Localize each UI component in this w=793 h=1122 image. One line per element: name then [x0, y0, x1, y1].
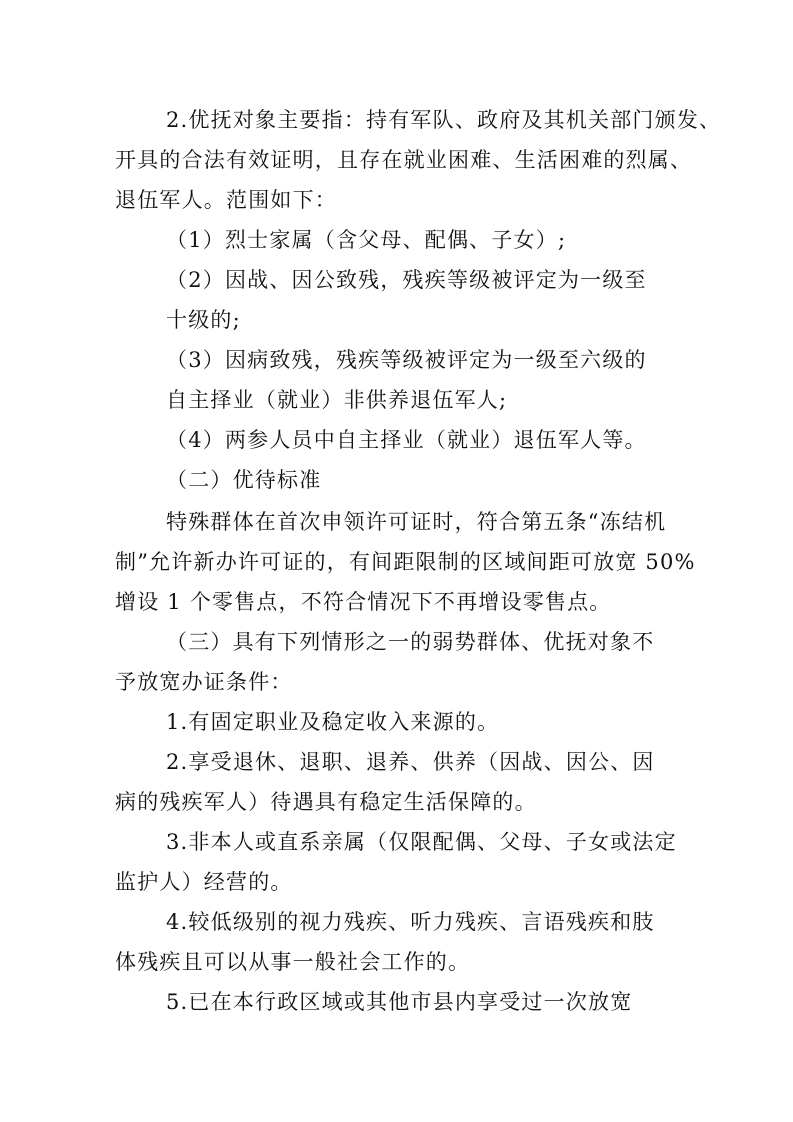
text-line-16: 1.有固定职业及稳定收入来源的。: [166, 710, 500, 734]
text-line-6: 十级的;: [166, 308, 241, 332]
text-line-1: 2.优抚对象主要指：持有军队、政府及其机关部门颁发、: [166, 108, 722, 132]
text-line-3: 退伍军人。范围如下：: [115, 188, 337, 212]
text-line-23: 5.已在本行政区域或其他市县内享受过一次放宽: [166, 990, 633, 1014]
text-line-11: 特殊群体在首次申领许可证时，符合第五条“冻结机: [166, 510, 667, 534]
text-line-7: （3）因病致残，残疾等级被评定为一级至六级的: [166, 348, 647, 372]
text-line-18: 病的残疾军人）待遇具有稳定生活保障的。: [115, 790, 537, 814]
text-line-13: 增设 1 个零售点，不符合情况下不再增设零售点。: [115, 590, 612, 614]
text-line-21: 4.较低级别的视力残疾、听力残疾、言语残疾和肢: [166, 910, 655, 934]
text-line-8: 自主择业（就业）非供养退伍军人;: [166, 388, 508, 412]
text-line-20: 监护人）经营的。: [115, 870, 293, 894]
section-heading-2: （二）优待标准: [166, 468, 322, 492]
text-line-5: （2）因战、因公致残，残疾等级被评定为一级至: [166, 268, 647, 292]
text-line-4: （1）烈士家属（含父母、配偶、子女）;: [166, 228, 567, 252]
text-line-9: （4）两参人员中自主择业（就业）退伍军人等。: [166, 428, 647, 452]
text-line-22: 体残疾且可以从事一般社会工作的。: [115, 950, 471, 974]
text-line-15: 予放宽办证条件：: [115, 670, 293, 694]
section-heading-3: （三）具有下列情形之一的弱势群体、优抚对象不: [166, 630, 655, 654]
text-line-19: 3.非本人或直系亲属（仅限配偶、父母、子女或法定: [166, 830, 677, 854]
text-line-17: 2.享受退休、退职、退养、供养（因战、因公、因: [166, 750, 655, 774]
text-line-2: 开具的合法有效证明，且存在就业困难、生活困难的烈属、: [115, 148, 693, 172]
text-line-12: 制”允许新办许可证的，有间距限制的区域间距可放宽 50%: [115, 550, 696, 574]
